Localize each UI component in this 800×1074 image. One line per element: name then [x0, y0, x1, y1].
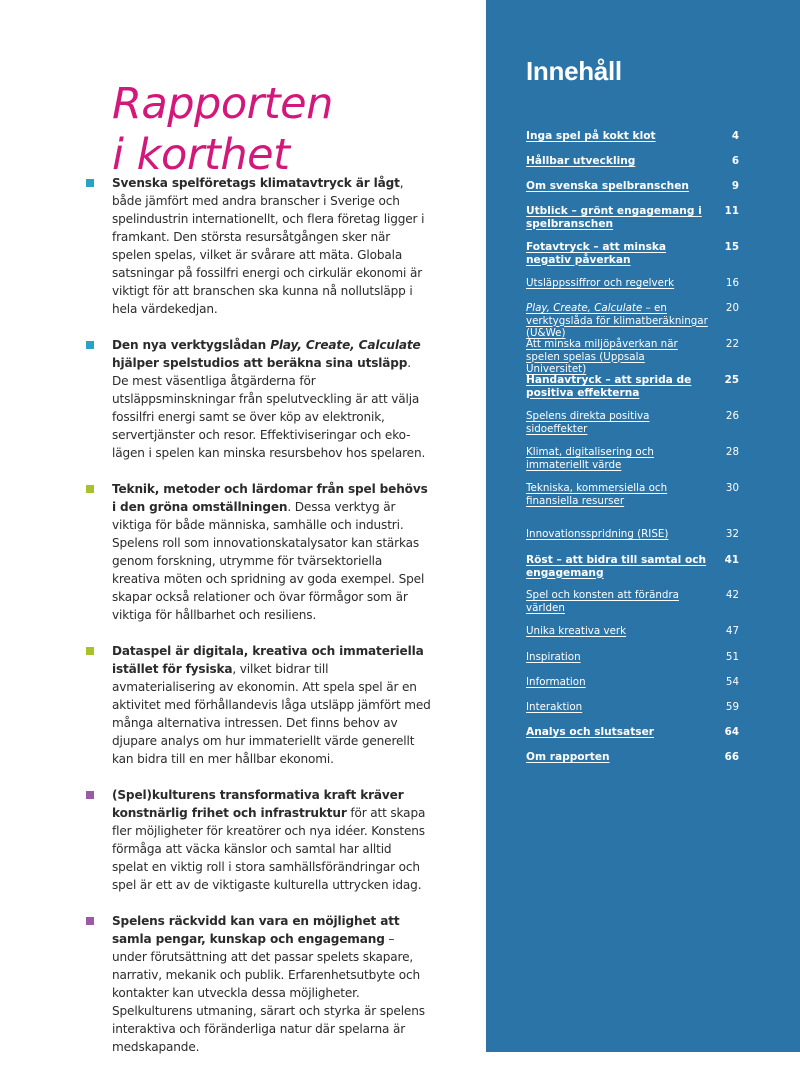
toc-entry[interactable] [526, 751, 739, 764]
bullet-square-icon [86, 647, 94, 655]
summary-item [86, 912, 431, 1056]
summary-item [86, 174, 431, 318]
toc-entry-page: 22 [725, 338, 739, 350]
toc-entry-title[interactable]: Inga spel på kokt klot [526, 130, 656, 142]
toc-entry-title[interactable]: Handavtryck – att sprida de positiva effekterna [526, 374, 692, 399]
page-title [112, 79, 333, 181]
toc-entry-page: 41 [724, 554, 739, 566]
toc-entry[interactable] [526, 374, 739, 399]
bullet-text: , vilket bidrar till avmaterialisering av ekonomin. Att spela spel är en aktivitet med förhållandevis låga utsläpp jämfört med många alternativa intressen. Det finns behov av djupare analys om hur immateriellt värde generellt kan bidra till en mer hållbar ekonomi. [112, 662, 431, 766]
bullet-lead: (Spel)kulturens transformativa kraft kräver konstnärlig frihet och infrastruktur [112, 788, 404, 820]
toc-entry-page: 42 [725, 589, 739, 601]
toc-entry-page: 59 [725, 701, 739, 713]
toc-entry-title[interactable]: Spelens direkta positiva sidoeffekter [526, 410, 650, 435]
bullet-text: . De mest väsentliga åtgärderna för utsläppsminskningar från spelutveckling är att välja fossilfri energi samt se över köp av elektronik, servertjänster och resor. Effektiviseringar och eko-lägen i spelen kan minska resursbehov hos spelaren. [112, 356, 426, 460]
toc-entry-page: 66 [724, 751, 739, 763]
toc-entry[interactable] [526, 205, 739, 230]
toc-entry[interactable] [526, 589, 739, 614]
toc-entry-page: 9 [731, 180, 739, 192]
toc-entry[interactable] [526, 625, 739, 638]
toc-entry-title-italic: Play, Create, Calculate [526, 302, 643, 314]
toc-entry-title[interactable]: Fotavtryck – att minska negativ påverkan [526, 241, 667, 266]
bullet-lead: Spelens räckvidd kan vara en möjlighet att samla pengar, kunskap och engagemang [112, 914, 400, 946]
bullet-text: för att skapa fler möjligheter för kreatörer och nya idéer. Konstens förmåga att väcka känslor och samtal har alltid spelat en viktig roll i stora samhällsförändringar och spel är ett av de viktigaste kulturella uttrycken idag. [112, 806, 426, 892]
toc-entry[interactable] [526, 130, 739, 143]
toc-entry-page: 11 [724, 205, 739, 217]
toc-entry[interactable] [526, 338, 739, 376]
bullet-lead: hjälper spelstudios att beräkna sina utsläpp [112, 356, 408, 370]
toc-entry-page: 4 [731, 130, 739, 142]
toc-entry[interactable] [526, 676, 739, 689]
toc-entry-title[interactable]: Utblick – grönt engagemang i spelbranschen [526, 205, 702, 230]
toc-entry-title[interactable]: Hållbar utveckling [526, 155, 636, 167]
toc-entry[interactable] [526, 446, 739, 471]
bullet-text: . Dessa verktyg är viktiga för både människa, samhälle och industri. Spelens roll som innovationskatalysator kan stärkas genom forskning, utrymme för tvärsektoriella kreativa möten och spridning av goda exempel. Spel skapar också relationer och övar förmågor som är viktiga för hållbarhet och resiliens. [112, 500, 425, 622]
toc-entry[interactable] [526, 410, 739, 435]
toc-entry-title[interactable]: Interaktion [526, 701, 583, 713]
toc-entry-page: 16 [725, 277, 739, 289]
toc-entry-title[interactable]: Om rapporten [526, 751, 610, 763]
toc-entry-title[interactable]: Klimat, digitalisering och immateriellt värde [526, 446, 654, 471]
title-line-2: i korthet [112, 129, 290, 180]
bullet-text: – under förutsättning att det passar spelets skapare, narrativ, mekanik och publik. Erfarenhetsutbyte och kontakter kan utveckla dessa möjligheter. Spelkulturens utmaning, särart och styrka är spelens interaktiva och föränderliga natur där spelarna är medskapande. [112, 932, 425, 1054]
bullet-square-icon [86, 917, 94, 925]
toc-heading: Innehåll [526, 56, 622, 86]
toc-entry[interactable] [526, 302, 739, 340]
toc-entry[interactable] [526, 180, 739, 193]
bullet-lead-italic: Play, Create, Calculate [270, 338, 421, 352]
toc-entry-title[interactable]: Röst – att bidra till samtal och engagemang [526, 554, 707, 579]
toc-entry[interactable] [526, 726, 739, 739]
toc-entry[interactable] [526, 701, 739, 714]
bullet-square-icon [86, 179, 94, 187]
toc-entry[interactable] [526, 241, 739, 266]
toc-entry-title[interactable] [526, 302, 708, 340]
bullet-lead: Svenska spelföretags klimatavtryck är lågt [112, 176, 400, 190]
bullet-lead: Teknik, metoder och lärdomar från spel behövs i den gröna omställningen [112, 482, 428, 514]
summary-list [86, 174, 431, 1074]
toc-entry-title[interactable]: Analys och slutsatser [526, 726, 654, 738]
bullet-square-icon [86, 341, 94, 349]
summary-item [86, 642, 431, 768]
toc-entry-title[interactable]: Om svenska spelbranschen [526, 180, 689, 192]
toc-entry[interactable] [526, 482, 739, 507]
toc-entry-page: 30 [725, 482, 739, 494]
toc-entry-page: 28 [725, 446, 739, 458]
bullet-lead: Den nya verktygslådan [112, 338, 271, 352]
title-line-1: Rapporten [112, 78, 333, 129]
toc-entry-title[interactable]: Tekniska, kommersiella och finansiella resurser [526, 482, 668, 507]
toc-entry-page: 15 [724, 241, 739, 253]
toc-entry-page: 54 [725, 676, 739, 688]
toc-entry-page: 20 [725, 302, 739, 314]
toc-entry-title[interactable]: Inspiration [526, 651, 581, 663]
toc-entry-title[interactable]: Unika kreativa verk [526, 625, 627, 637]
toc-entry-page: 26 [725, 410, 739, 422]
toc-entry[interactable] [526, 528, 739, 541]
summary-item [86, 336, 431, 462]
toc-entry[interactable] [526, 155, 739, 168]
bullet-text: , både jämfört med andra branscher i Sverige och spelindustrin internationellt, och flera företag ligger i framkant. Den största resursåtgången sker när spelen spelas, vilket är svårare att mäta. Globala satsningar på fossilfri energi och cirkulär ekonomi är viktigt för att branschen ska kunna nå nollutsläpp i hela värdekedjan. [112, 176, 425, 316]
toc-entry-title[interactable]: Utsläppssiffror och regelverk [526, 277, 675, 289]
summary-item [86, 786, 431, 894]
toc-entry-page: 32 [725, 528, 739, 540]
toc-entry-page: 64 [724, 726, 739, 738]
bullet-square-icon [86, 485, 94, 493]
toc-entry-title[interactable]: Spel och konsten att förändra världen [526, 589, 679, 614]
toc-entry-title-suffix: – en verktygslåda för klimatberäkningar (U&We) [526, 302, 708, 339]
bullet-lead: Dataspel är digitala, kreativa och immateriella istället för fysiska [112, 644, 424, 676]
toc-entry[interactable] [526, 277, 739, 290]
toc-sidebar [486, 0, 800, 1052]
toc-entry-page: 25 [724, 374, 739, 386]
toc-entry-title[interactable]: Att minska miljöpåverkan när spelen spelas (Uppsala Universitet) [526, 338, 678, 375]
toc-entry[interactable] [526, 554, 739, 579]
toc-entry[interactable] [526, 651, 739, 664]
summary-item [86, 480, 431, 624]
bullet-square-icon [86, 791, 94, 799]
toc-entry-title[interactable]: Information [526, 676, 586, 688]
toc-entry-title[interactable]: Innovationsspridning (RISE) [526, 528, 669, 540]
toc-entry-page: 47 [725, 625, 739, 637]
toc-entry-page: 51 [725, 651, 739, 663]
toc-entry-page: 6 [731, 155, 739, 167]
